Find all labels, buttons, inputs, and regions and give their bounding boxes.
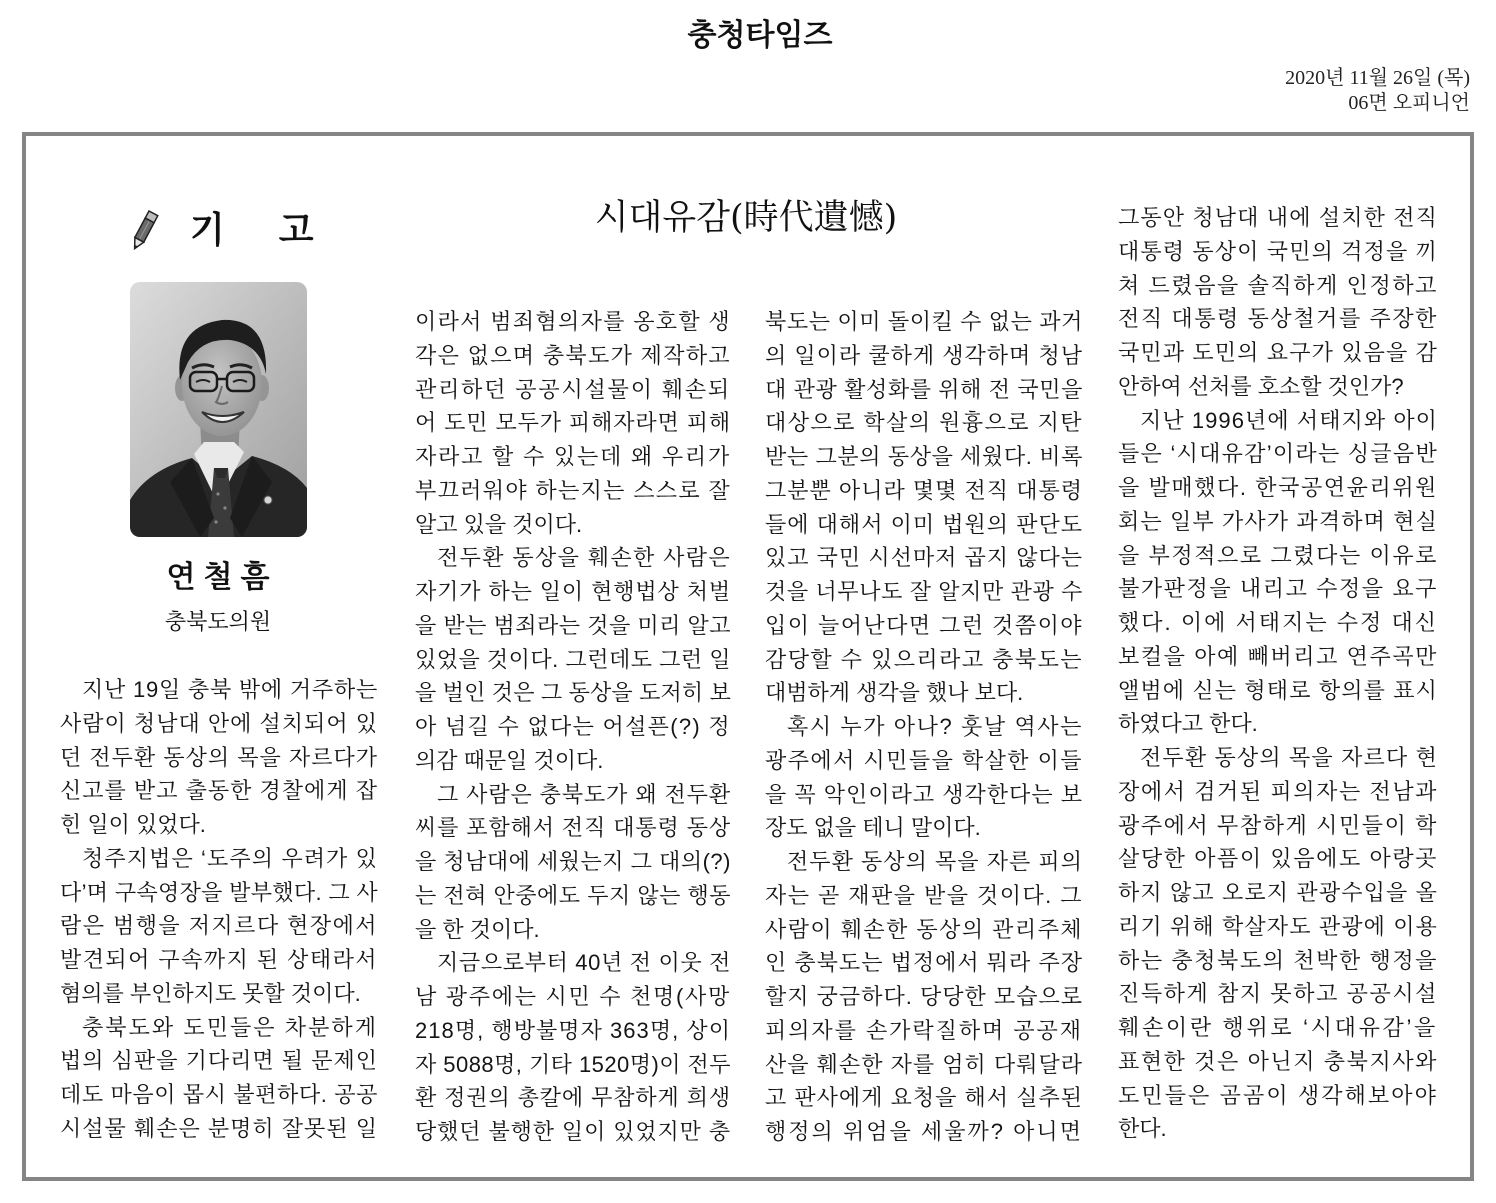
- body-line: [765, 1081, 1083, 1115]
- body-line-text: 그분뿐 아니라 몇몇 전직 대통령: [765, 477, 1083, 503]
- body-line-text: 광주에서 시민들을 학살한 이들: [765, 747, 1083, 773]
- body-line-text: 을 꼭 악인이라고 생각한다는 보: [765, 781, 1083, 807]
- body-line: [765, 811, 1083, 845]
- pencil-icon: [126, 208, 162, 254]
- body-line: [765, 879, 1083, 913]
- body-line: [415, 744, 731, 778]
- body-line: [1118, 640, 1438, 674]
- body-line: [60, 909, 378, 943]
- body-line: [60, 673, 378, 707]
- body-line-text: 입이 늘어난다면 그런 것쯤이야: [765, 612, 1083, 638]
- body-line: [1118, 1045, 1438, 1079]
- body-line: [765, 541, 1083, 575]
- body-line-text: 의 일이라 쿨하게 생각하며 청남: [765, 342, 1083, 368]
- article-title: 시대유감(時代遺憾): [594, 198, 898, 238]
- body-line: [415, 406, 731, 440]
- body-line: [60, 1078, 378, 1112]
- body-line: [1118, 505, 1438, 539]
- body-line: [765, 406, 1083, 440]
- body-line-text: 들에 대해서 이미 법원의 판단도: [765, 511, 1083, 537]
- body-line: [1118, 201, 1438, 235]
- body-line: [60, 943, 378, 977]
- body-line-text: 장도 없을 테니 말이다.: [765, 815, 981, 841]
- body-line-text: 이라서 범죄혐의자를 옹호할 생: [415, 309, 731, 334]
- body-line-text: 행정의 위엄을 세울까? 아니면: [765, 1119, 1083, 1144]
- body-line: [60, 707, 378, 741]
- body-line: [1118, 336, 1438, 370]
- body-line-text: 자 5088명, 기타 1520명)이 전두: [415, 1051, 731, 1077]
- body-line: [1118, 707, 1438, 741]
- body-line: [765, 643, 1083, 677]
- body-line: [765, 1048, 1083, 1082]
- body-line-text: 사람이 청남대 안에 설치되어 있: [60, 710, 378, 736]
- body-line-text: 을 부정적으로 그렸다는 이유로: [1118, 542, 1438, 568]
- body-line-text: 충북도와 도민들은 차분하게: [82, 1014, 378, 1040]
- body-line-text: 그 사람은 충북도가 왜 전두환: [437, 781, 731, 807]
- body-line: [1118, 876, 1438, 910]
- body-line-text: 을 청남대에 세웠는지 그 대의(?): [415, 849, 731, 874]
- body-line: [60, 808, 378, 842]
- body-line-text: 쳐 드렸음을 솔직하게 인정하고: [1118, 272, 1438, 298]
- article-column-2: [415, 305, 731, 1149]
- body-line-text: 도민들은 곰곰이 생각해보아야: [1118, 1082, 1438, 1108]
- body-line: [415, 440, 731, 474]
- body-line: [1118, 1011, 1438, 1045]
- body-line: [60, 1112, 378, 1146]
- issue-page-section: 06면 오피니언: [1348, 92, 1470, 114]
- body-line: [765, 1115, 1083, 1149]
- body-line-text: 씨를 포함해서 전직 대통령 동상: [415, 815, 731, 841]
- body-line: [765, 778, 1083, 812]
- body-line: [1118, 572, 1438, 606]
- body-line: [765, 339, 1083, 373]
- body-line-text: 사람이 훼손한 동상의 관리주체: [765, 916, 1083, 942]
- body-line-text: 고 판사에게 요청을 해서 실추된: [765, 1085, 1083, 1111]
- body-line: [415, 845, 731, 879]
- body-line-text: 을 받는 범죄라는 것을 미리 알고: [415, 612, 731, 638]
- body-line: [415, 676, 731, 710]
- body-line-text: 훼손이란 행위로 ‘시대유감’을: [1118, 1015, 1438, 1040]
- body-line-text: 남 광주에는 시민 수 천명(사망: [415, 984, 731, 1009]
- body-line: [1118, 741, 1438, 775]
- body-line-text: 전두환 동상의 목을 자르다 현: [1140, 745, 1438, 770]
- body-line: [1118, 269, 1438, 303]
- body-line-text: 광주에서 무참하게 시민들이 학: [1118, 812, 1438, 838]
- body-line-text: 했다. 이에 서태지는 수정 대신: [1118, 610, 1438, 635]
- body-line-text: 혹시 누가 아나? 훗날 역사는: [787, 714, 1083, 739]
- body-line: [415, 609, 731, 643]
- body-line: [765, 575, 1083, 609]
- body-line: [1118, 842, 1438, 876]
- body-line-text: 북도는 이미 돌이킬 수 없는 과거: [765, 309, 1083, 334]
- body-line-text: 국민과 도민의 요구가 있음을 감: [1118, 340, 1438, 365]
- body-line: [415, 541, 731, 575]
- body-line-text: 자기가 하는 일이 현행법상 처벌: [415, 579, 731, 604]
- body-line: [765, 710, 1083, 744]
- body-line: [415, 339, 731, 373]
- body-line-text: 전두환 동상의 목을 자른 피의: [787, 849, 1083, 874]
- body-line: [1118, 674, 1438, 708]
- body-line: [415, 1014, 731, 1048]
- body-line: [60, 774, 378, 808]
- body-line: [415, 710, 731, 744]
- body-line: [765, 373, 1083, 407]
- body-line: [415, 946, 731, 980]
- body-line-text: 을 발매했다. 한국공연윤리위원: [1118, 475, 1438, 500]
- body-line-text: 던 전두환 동상의 목을 자르다가: [60, 744, 378, 770]
- body-line: [1118, 437, 1438, 471]
- body-line-text: 알고 있을 것이다.: [415, 511, 583, 537]
- body-line-text: 장에서 검거된 피의자는 전남과: [1118, 778, 1438, 804]
- body-line: [1118, 944, 1438, 978]
- body-line-text: 발견되어 구속까지 된 상태라서: [60, 947, 378, 972]
- body-line-text: 진득하게 참지 못하고 공공시설: [1118, 981, 1438, 1007]
- body-line-text: 산을 훼손한 자를 엄히 다뤄달라: [765, 1051, 1083, 1077]
- body-line-text: 청주지법은 ‘도주의 우려가 있: [82, 845, 378, 871]
- body-line: [765, 474, 1083, 508]
- body-line-text: 인 충북도는 법정에서 뭐라 주장: [765, 950, 1083, 976]
- body-line-text: 할지 궁금하다. 당당한 모습으로: [765, 984, 1083, 1009]
- body-line: [1118, 910, 1438, 944]
- body-line: [765, 913, 1083, 947]
- body-line-text: 전두환 동상을 훼손한 사람은: [437, 545, 731, 571]
- body-line: [415, 1115, 731, 1149]
- body-line: [1118, 775, 1438, 809]
- body-line-text: 어 도민 모두가 피해자라면 피해: [415, 410, 731, 436]
- section-label: 기 고: [190, 209, 314, 250]
- body-line: [765, 946, 1083, 980]
- body-line: [60, 977, 378, 1011]
- body-line-text: 지난 19일 충북 밖에 거주하는: [82, 677, 378, 702]
- body-line-text: 아 넘길 수 없다는 어설픈(?) 정: [415, 714, 731, 739]
- body-line: [1118, 977, 1438, 1011]
- body-line-text: 하는 충청북도의 천박한 행정을: [1118, 947, 1438, 973]
- body-line: [765, 676, 1083, 710]
- body-line-text: 혐의를 부인하지도 못할 것이다.: [60, 980, 361, 1006]
- body-line-text: 표현한 것은 아닌지 충북지사와: [1118, 1048, 1438, 1074]
- body-line: [60, 741, 378, 775]
- body-line-text: 들은 ‘시대유감’이라는 싱글음반: [1118, 441, 1438, 467]
- body-line: [60, 1011, 378, 1045]
- body-line: [415, 778, 731, 812]
- body-line-text: 있었을 것이다. 그런데도 그런 일: [415, 646, 731, 672]
- body-line-text: 것을 너무나도 잘 알지만 관광 수: [765, 579, 1083, 604]
- body-line-text: 그동안 청남대 내에 설치한 전직: [1118, 205, 1438, 230]
- body-line: [415, 1048, 731, 1082]
- body-line-text: 지금으로부터 40년 전 이웃 전: [437, 950, 731, 976]
- author-position: 충북도의원: [164, 609, 272, 634]
- newspaper-masthead: 충청타임즈: [687, 19, 833, 52]
- body-line-text: 대범하게 생각을 했나 보다.: [765, 680, 1024, 706]
- body-line-text: 법의 심판을 기다리면 될 문제인: [60, 1048, 378, 1074]
- body-line-text: 안하여 선처를 호소할 것인가?: [1118, 373, 1404, 399]
- body-line: [415, 575, 731, 609]
- body-line: [415, 508, 731, 542]
- body-line: [1118, 539, 1438, 573]
- body-line-text: 앨범에 싣는 형태로 항의를 표시: [1118, 677, 1438, 703]
- body-line: [1118, 809, 1438, 843]
- body-line-text: 람은 범행을 저지르다 현장에서: [60, 913, 378, 939]
- body-line: [765, 1014, 1083, 1048]
- body-line-text: 신고를 받고 출동한 경찰에게 잡: [60, 778, 378, 804]
- body-line-text: 한다.: [1118, 1116, 1167, 1142]
- body-line: [765, 609, 1083, 643]
- body-line: [60, 1044, 378, 1078]
- body-line-text: 대 관광 활성화를 위해 전 국민을: [765, 376, 1083, 402]
- body-line-text: 하지 않고 오로지 관광수입을 올: [1118, 880, 1438, 905]
- body-line: [415, 879, 731, 913]
- body-line: [415, 980, 731, 1014]
- body-line-text: 있고 국민 시선마저 곱지 않다는: [765, 545, 1083, 571]
- body-line: [765, 508, 1083, 542]
- body-line: [1118, 1112, 1438, 1146]
- article-column-4: [1118, 201, 1438, 1146]
- issue-date: 2020년 11월 26일 (목): [1285, 67, 1470, 89]
- body-line-text: 부끄러워야 하는지는 스스로 잘: [415, 477, 731, 503]
- body-line-text: 피의자를 손가락질하며 공공재: [765, 1017, 1083, 1043]
- body-line: [415, 373, 731, 407]
- article-column-3: [765, 305, 1083, 1149]
- body-line: [415, 913, 731, 947]
- body-line-text: 관리하던 공공시설물이 훼손되: [415, 376, 731, 402]
- body-line: [415, 643, 731, 677]
- body-line: [1118, 606, 1438, 640]
- author-name: 연철흠: [166, 561, 278, 594]
- body-line-text: 자는 곧 재판을 받을 것이다. 그: [765, 882, 1083, 908]
- body-line-text: 회는 일부 가사가 과격하며 현실: [1118, 508, 1438, 534]
- body-line: [60, 876, 378, 910]
- body-line: [765, 845, 1083, 879]
- body-line-text: 불가판정을 내리고 수정을 요구: [1118, 576, 1438, 602]
- body-line-text: 받는 그분의 동상을 세웠다. 비록: [765, 444, 1083, 469]
- body-line-text: 대상으로 학살의 원흉으로 지탄: [765, 410, 1083, 436]
- body-line: [415, 1081, 731, 1115]
- body-line-text: 다’며 구속영장을 발부했다. 그 사: [60, 879, 378, 905]
- body-line-text: 리기 위해 학살자도 관광에 이용: [1118, 913, 1438, 939]
- body-line-text: 보컬을 아예 빼버리고 연주곡만: [1118, 643, 1438, 669]
- body-line-text: 데도 마음이 몹시 불편하다. 공공: [60, 1082, 378, 1107]
- body-line-text: 힌 일이 있었다.: [60, 812, 206, 837]
- body-line-text: 지난 1996년에 서태지와 아이: [1140, 407, 1438, 433]
- body-line: [415, 474, 731, 508]
- body-line-text: 시설물 훼손은 분명히 잘못된 일: [60, 1115, 378, 1141]
- body-line-text: 의감 때문일 것이다.: [415, 747, 604, 773]
- article-column-1: [60, 673, 378, 1146]
- body-line-text: 대통령 동상이 국민의 걱정을 끼: [1118, 238, 1438, 264]
- body-line-text: 는 전혀 안중에도 두지 않는 행동: [415, 882, 731, 908]
- body-line-text: 하였다고 한다.: [1118, 711, 1258, 737]
- body-line-text: 환 정권의 총칼에 무참하게 희생: [415, 1085, 731, 1111]
- body-line-text: 살당한 아픔이 있음에도 아랑곳: [1118, 846, 1438, 872]
- body-line: [765, 744, 1083, 778]
- body-line-text: 당했던 불행한 일이 있었지만 충: [415, 1119, 731, 1144]
- body-line-text: 전직 대통령 동상철거를 주장한: [1118, 306, 1438, 332]
- body-line-text: 218명, 행방불명자 363명, 상이: [415, 1017, 731, 1043]
- body-line: [1118, 235, 1438, 269]
- body-line: [60, 842, 378, 876]
- body-line-text: 자라고 할 수 있는데 왜 우리가: [415, 444, 731, 469]
- body-line-text: 감당할 수 있으리라고 충북도는: [765, 646, 1083, 672]
- body-line: [415, 305, 731, 339]
- body-line: [415, 811, 731, 845]
- body-line: [1118, 471, 1438, 505]
- body-line-text: 각은 없으며 충북도가 제작하고: [415, 342, 731, 368]
- body-line: [1118, 370, 1438, 404]
- body-line-text: 을 한 것이다.: [415, 916, 540, 942]
- body-line: [1118, 1079, 1438, 1113]
- author-photo: [130, 282, 307, 537]
- body-line-text: 을 벌인 것은 그 동상을 도저히 보: [415, 680, 731, 706]
- body-line: [1118, 404, 1438, 438]
- body-line: [765, 305, 1083, 339]
- body-line: [765, 440, 1083, 474]
- body-line: [765, 980, 1083, 1014]
- body-line: [1118, 302, 1438, 336]
